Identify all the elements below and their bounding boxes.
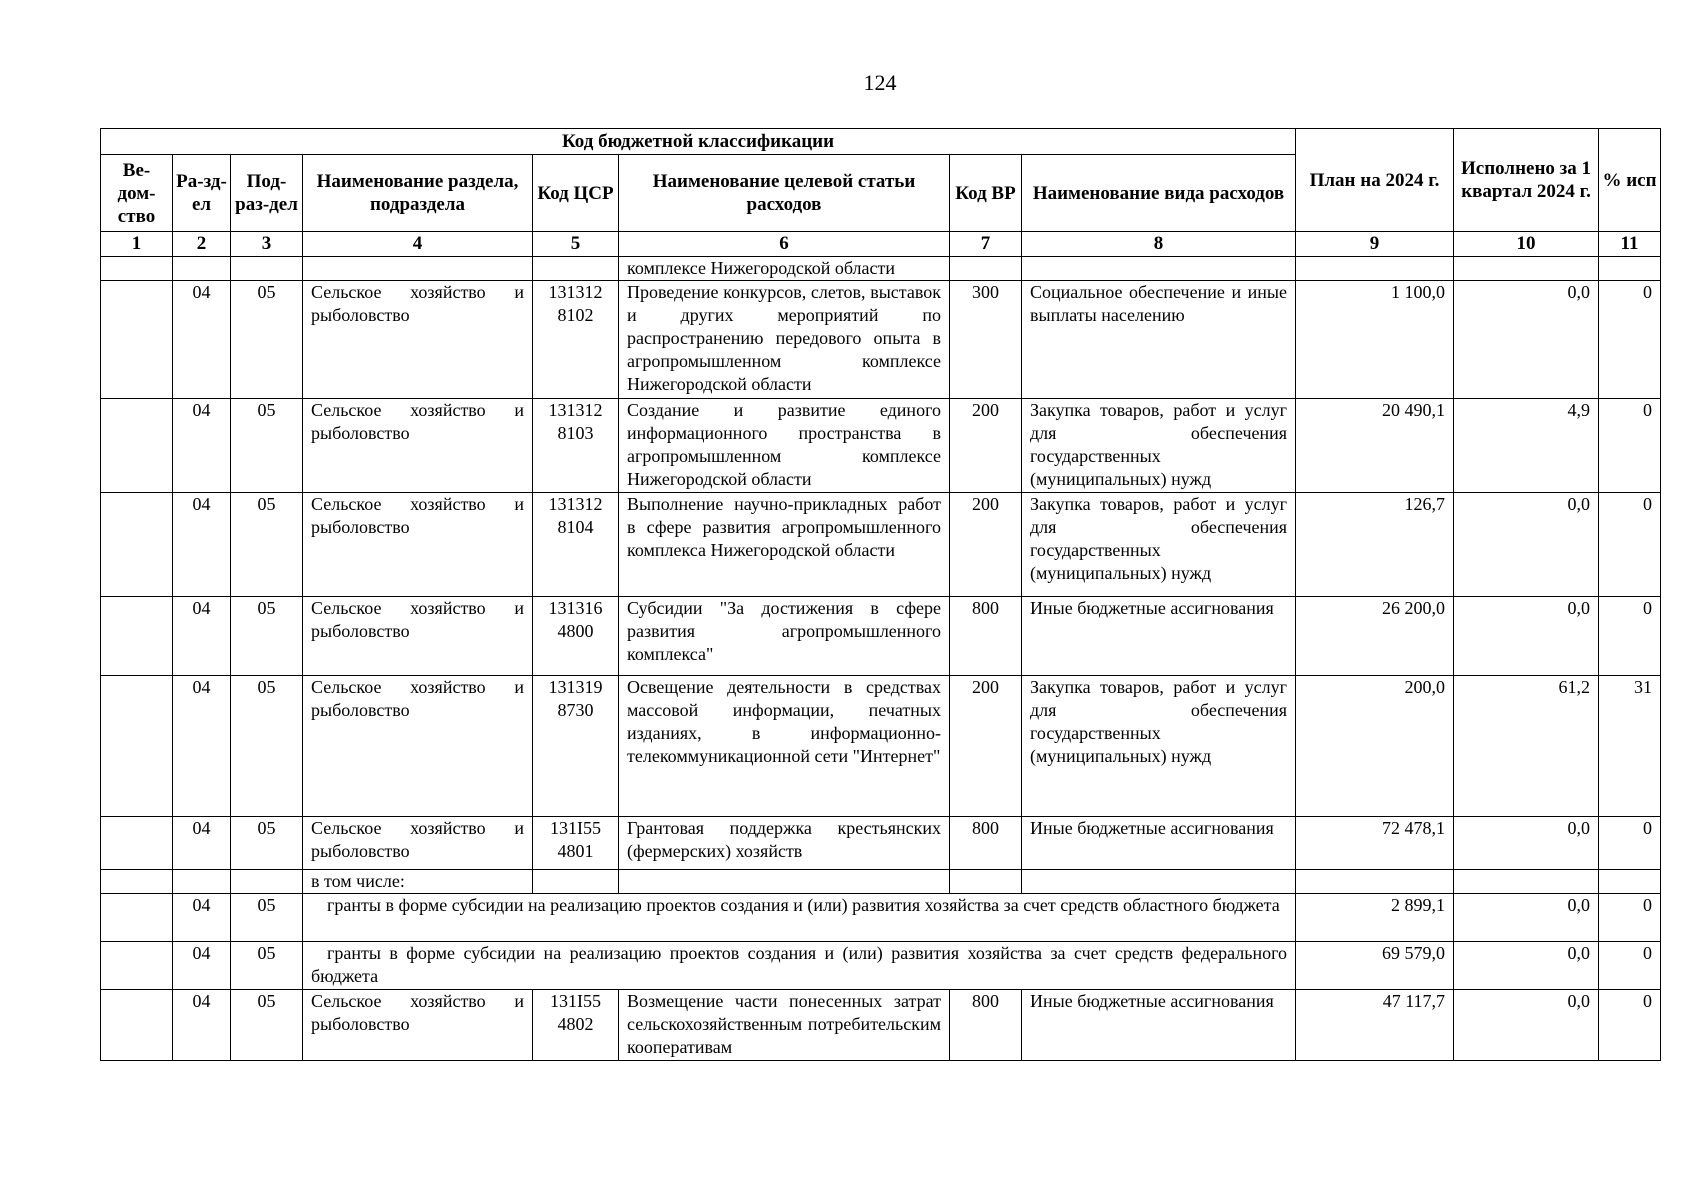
executed-amount-cell: 0,0	[1454, 597, 1599, 676]
grant-row	[101, 942, 1661, 990]
col-header-podrazdel: Под-раз-дел	[231, 155, 303, 232]
section-name-cell: Сельское хозяйство и рыболовство	[303, 281, 533, 399]
including-row	[101, 870, 1661, 894]
page-number: 124	[863, 70, 897, 95]
vedomstvo-cell	[101, 894, 173, 942]
percent-cell: 0	[1599, 894, 1661, 942]
expense-type-cell: Иные бюджетные ассигнования	[1022, 597, 1296, 676]
csr-code-cell: 131312 8102	[533, 281, 619, 399]
vedomstvo-cell	[101, 942, 173, 990]
vr-code-cell: 200	[950, 493, 1022, 597]
section-name-cell: Сельское хозяйство и рыболовство	[303, 597, 533, 676]
table-row	[101, 597, 1661, 676]
table-row	[101, 990, 1661, 1061]
expense-type-cell: Иные бюджетные ассигнования	[1022, 817, 1296, 870]
vr-code-cell: 200	[950, 676, 1022, 817]
target-name-cell: Субсидии "За достижения в сфере развития агропромышленного комплекса"	[619, 597, 950, 676]
table-row	[101, 676, 1661, 817]
column-number: 6	[619, 232, 950, 257]
empty-cell	[533, 870, 619, 894]
table-header	[101, 129, 1661, 232]
plan-amount-cell: 26 200,0	[1296, 597, 1454, 676]
empty-cell	[1454, 870, 1599, 894]
budget-table	[100, 128, 1661, 1061]
column-number-row	[101, 232, 1661, 257]
csr-code-cell: 131312 8104	[533, 493, 619, 597]
col-header-expense-type: Наименование вида расходов	[1022, 155, 1296, 232]
section-name-cell: Сельское хозяйство и рыболовство	[303, 676, 533, 817]
target-name-cell: Проведение конкурсов, слетов, выставок и других мероприятий по распространению передового опыта в агропромышленном комплексе Нижегородской области	[619, 281, 950, 399]
plan-amount-cell: 200,0	[1296, 676, 1454, 817]
vedomstvo-cell	[101, 399, 173, 493]
col-header-executed: Исполнено за 1 квартал 2024 г.	[1454, 129, 1599, 232]
vr-code-cell: 800	[950, 817, 1022, 870]
including-label: в том числе:	[303, 870, 533, 894]
csr-code-cell: 131I55 4802	[533, 990, 619, 1061]
csr-code-cell: 131316 4800	[533, 597, 619, 676]
table-row	[101, 817, 1661, 870]
empty-cell	[950, 870, 1022, 894]
target-name-cell: комплексе Нижегородской области	[619, 257, 950, 281]
plan-amount-cell: 20 490,1	[1296, 399, 1454, 493]
column-number: 2	[173, 232, 231, 257]
empty-cell	[173, 870, 231, 894]
empty-cell	[1296, 870, 1454, 894]
expense-type-cell: Закупка товаров, работ и услуг для обеспечения государственных (муниципальных) нужд	[1022, 676, 1296, 817]
column-number: 5	[533, 232, 619, 257]
col-header-target-name: Наименование целевой статьи расходов	[619, 155, 950, 232]
section-name-cell: Сельское хозяйство и рыболовство	[303, 399, 533, 493]
vedomstvo-cell	[101, 597, 173, 676]
vedomstvo-cell	[101, 676, 173, 817]
column-number: 8	[1022, 232, 1296, 257]
razdel-cell: 04	[173, 493, 231, 597]
podrazdel-cell: 05	[231, 942, 303, 990]
col-header-section-name: Наименование раздела, подраздела	[303, 155, 533, 232]
column-number: 7	[950, 232, 1022, 257]
vr-code-cell: 800	[950, 990, 1022, 1061]
column-number: 3	[231, 232, 303, 257]
razdel-cell: 04	[173, 990, 231, 1061]
plan-amount-cell: 2 899,1	[1296, 894, 1454, 942]
podrazdel-cell: 05	[231, 676, 303, 817]
column-number: 4	[303, 232, 533, 257]
target-name-cell: Возмещение части понесенных затрат сельскохозяйственным потребительским кооперативам	[619, 990, 950, 1061]
executed-amount-cell: 0,0	[1454, 990, 1599, 1061]
grant-description-cell: гранты в форме субсидии на реализацию проектов создания и (или) развития хозяйства за счет средств областного бюджета	[303, 894, 1296, 942]
col-header-vr: Код ВР	[950, 155, 1022, 232]
col-header-vedomstvo: Ве-дом-ство	[101, 155, 173, 232]
expense-type-cell: Закупка товаров, работ и услуг для обеспечения государственных (муниципальных) нужд	[1022, 493, 1296, 597]
podrazdel-cell: 05	[231, 281, 303, 399]
expense-type-cell: Социальное обеспечение и иные выплаты населению	[1022, 281, 1296, 399]
executed-amount-cell: 0,0	[1454, 817, 1599, 870]
col-header-plan: План на 2024 г.	[1296, 129, 1454, 232]
grant-description-cell: гранты в форме субсидии на реализацию проектов создания и (или) развития хозяйства за счет средств федерального бюджета	[303, 942, 1296, 990]
empty-cell	[1599, 870, 1661, 894]
vr-code-cell: 200	[950, 399, 1022, 493]
executed-amount-cell: 0,0	[1454, 493, 1599, 597]
podrazdel-cell: 05	[231, 894, 303, 942]
vr-code-cell: 800	[950, 597, 1022, 676]
empty-cell	[1022, 870, 1296, 894]
table-body	[101, 281, 1661, 1061]
plan-amount-cell: 72 478,1	[1296, 817, 1454, 870]
column-number: 9	[1296, 232, 1454, 257]
plan-amount-cell: 1 100,0	[1296, 281, 1454, 399]
target-name-cell: Создание и развитие единого информационного пространства в агропромышленном комплексе Нижегородской области	[619, 399, 950, 493]
podrazdel-cell: 05	[231, 817, 303, 870]
target-name-cell: Выполнение научно-прикладных работ в сфере развития агропромышленного комплекса Нижегородской области	[619, 493, 950, 597]
column-number: 10	[1454, 232, 1599, 257]
executed-amount-cell: 0,0	[1454, 894, 1599, 942]
razdel-cell: 04	[173, 597, 231, 676]
percent-cell: 0	[1599, 817, 1661, 870]
executed-amount-cell: 0,0	[1454, 942, 1599, 990]
percent-cell: 0	[1599, 281, 1661, 399]
empty-cell	[619, 870, 950, 894]
csr-code-cell: 131I55 4801	[533, 817, 619, 870]
plan-amount-cell: 69 579,0	[1296, 942, 1454, 990]
column-number: 11	[1599, 232, 1661, 257]
percent-cell: 0	[1599, 990, 1661, 1061]
podrazdel-cell: 05	[231, 493, 303, 597]
plan-amount-cell: 126,7	[1296, 493, 1454, 597]
vr-code-cell: 300	[950, 281, 1022, 399]
expense-type-cell: Иные бюджетные ассигнования	[1022, 990, 1296, 1061]
col-header-csr: Код ЦСР	[533, 155, 619, 232]
csr-code-cell: 131312 8103	[533, 399, 619, 493]
section-name-cell: Сельское хозяйство и рыболовство	[303, 493, 533, 597]
table-row	[101, 281, 1661, 399]
target-name-cell: Освещение деятельности в средствах массовой информации, печатных изданиях, в информационно-телекоммуникационной сети "Интернет"	[619, 676, 950, 817]
vedomstvo-cell	[101, 493, 173, 597]
podrazdel-cell: 05	[231, 399, 303, 493]
budget-classification-header: Код бюджетной классификации	[101, 129, 1296, 155]
executed-amount-cell: 0,0	[1454, 281, 1599, 399]
grant-row	[101, 894, 1661, 942]
percent-cell: 31	[1599, 676, 1661, 817]
podrazdel-cell: 05	[231, 990, 303, 1061]
csr-code-cell: 131319 8730	[533, 676, 619, 817]
empty-cell	[101, 870, 173, 894]
column-number: 1	[101, 232, 173, 257]
empty-cell	[231, 870, 303, 894]
col-header-razdel: Ра-зд-ел	[173, 155, 231, 232]
percent-cell: 0	[1599, 399, 1661, 493]
percent-cell: 0	[1599, 493, 1661, 597]
executed-amount-cell: 61,2	[1454, 676, 1599, 817]
table-row	[101, 399, 1661, 493]
table-row	[101, 493, 1661, 597]
razdel-cell: 04	[173, 894, 231, 942]
podrazdel-cell: 05	[231, 597, 303, 676]
section-name-cell: Сельское хозяйство и рыболовство	[303, 817, 533, 870]
expense-type-cell: Закупка товаров, работ и услуг для обеспечения государственных (муниципальных) нужд	[1022, 399, 1296, 493]
razdel-cell: 04	[173, 399, 231, 493]
percent-cell: 0	[1599, 942, 1661, 990]
continuation-row	[101, 257, 1661, 281]
plan-amount-cell: 47 117,7	[1296, 990, 1454, 1061]
razdel-cell: 04	[173, 817, 231, 870]
razdel-cell: 04	[173, 942, 231, 990]
razdel-cell: 04	[173, 281, 231, 399]
vedomstvo-cell	[101, 281, 173, 399]
razdel-cell: 04	[173, 676, 231, 817]
percent-cell: 0	[1599, 597, 1661, 676]
target-name-cell: Грантовая поддержка крестьянских (фермерских) хозяйств	[619, 817, 950, 870]
col-header-percent: % исп	[1599, 129, 1661, 232]
vedomstvo-cell	[101, 990, 173, 1061]
executed-amount-cell: 4,9	[1454, 399, 1599, 493]
vedomstvo-cell	[101, 817, 173, 870]
section-name-cell: Сельское хозяйство и рыболовство	[303, 990, 533, 1061]
